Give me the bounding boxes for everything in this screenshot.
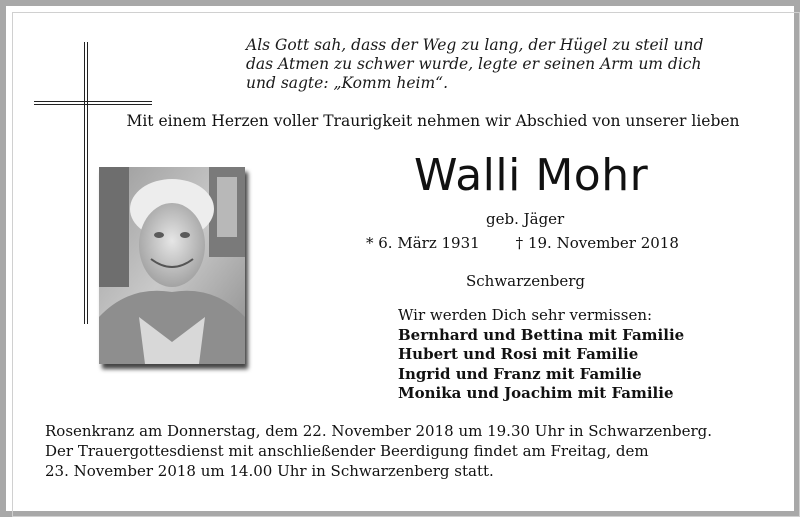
family-line: Monika und Joachim mit Familie xyxy=(398,384,674,402)
cross-bar xyxy=(34,101,152,107)
hometown: Schwarzenberg xyxy=(466,272,585,290)
quote-line: Als Gott sah, dass der Weg zu lang, der Hügel zu steil und xyxy=(246,36,704,54)
family-line: Ingrid und Franz mit Familie xyxy=(398,364,642,383)
family-line: Hubert und Rosi mit Familie xyxy=(398,345,639,363)
funeral-info-line: Der Trauergottesdienst mit anschließender Beerdigung findet am Freitag, dem xyxy=(45,442,649,460)
service-info xyxy=(45,421,712,481)
portrait-photo xyxy=(99,167,245,364)
funeral-info-line: 23. November 2018 um 14.00 Uhr in Schwarzenberg statt. xyxy=(45,462,494,480)
mourners-intro: Wir werden Dich sehr vermissen: xyxy=(398,306,653,324)
birth-name: geb. Jäger xyxy=(486,210,565,228)
quote-line: und sagte: „Komm heim“. xyxy=(246,74,448,92)
life-dates xyxy=(366,234,679,252)
cross-icon xyxy=(84,42,88,324)
rosary-info: Rosenkranz am Donnerstag, dem 22. November 2018 um 19.30 Uhr in Schwarzenberg. xyxy=(45,422,713,440)
family-line: Bernhard und Bettina mit Familie xyxy=(398,325,685,344)
deceased-name: Walli Mohr xyxy=(414,150,649,201)
intro-text: Mit einem Herzen voller Traurigkeit nehmen wir Abschied von unserer lieben xyxy=(126,112,740,130)
mourners xyxy=(398,306,684,404)
quote-line: das Atmen zu schwer wurde, legte er seinen Arm um dich xyxy=(246,55,702,73)
birth-date: * 6. März 1931 xyxy=(366,234,480,252)
death-date: † 19. November 2018 xyxy=(515,234,679,252)
quote xyxy=(246,36,746,93)
